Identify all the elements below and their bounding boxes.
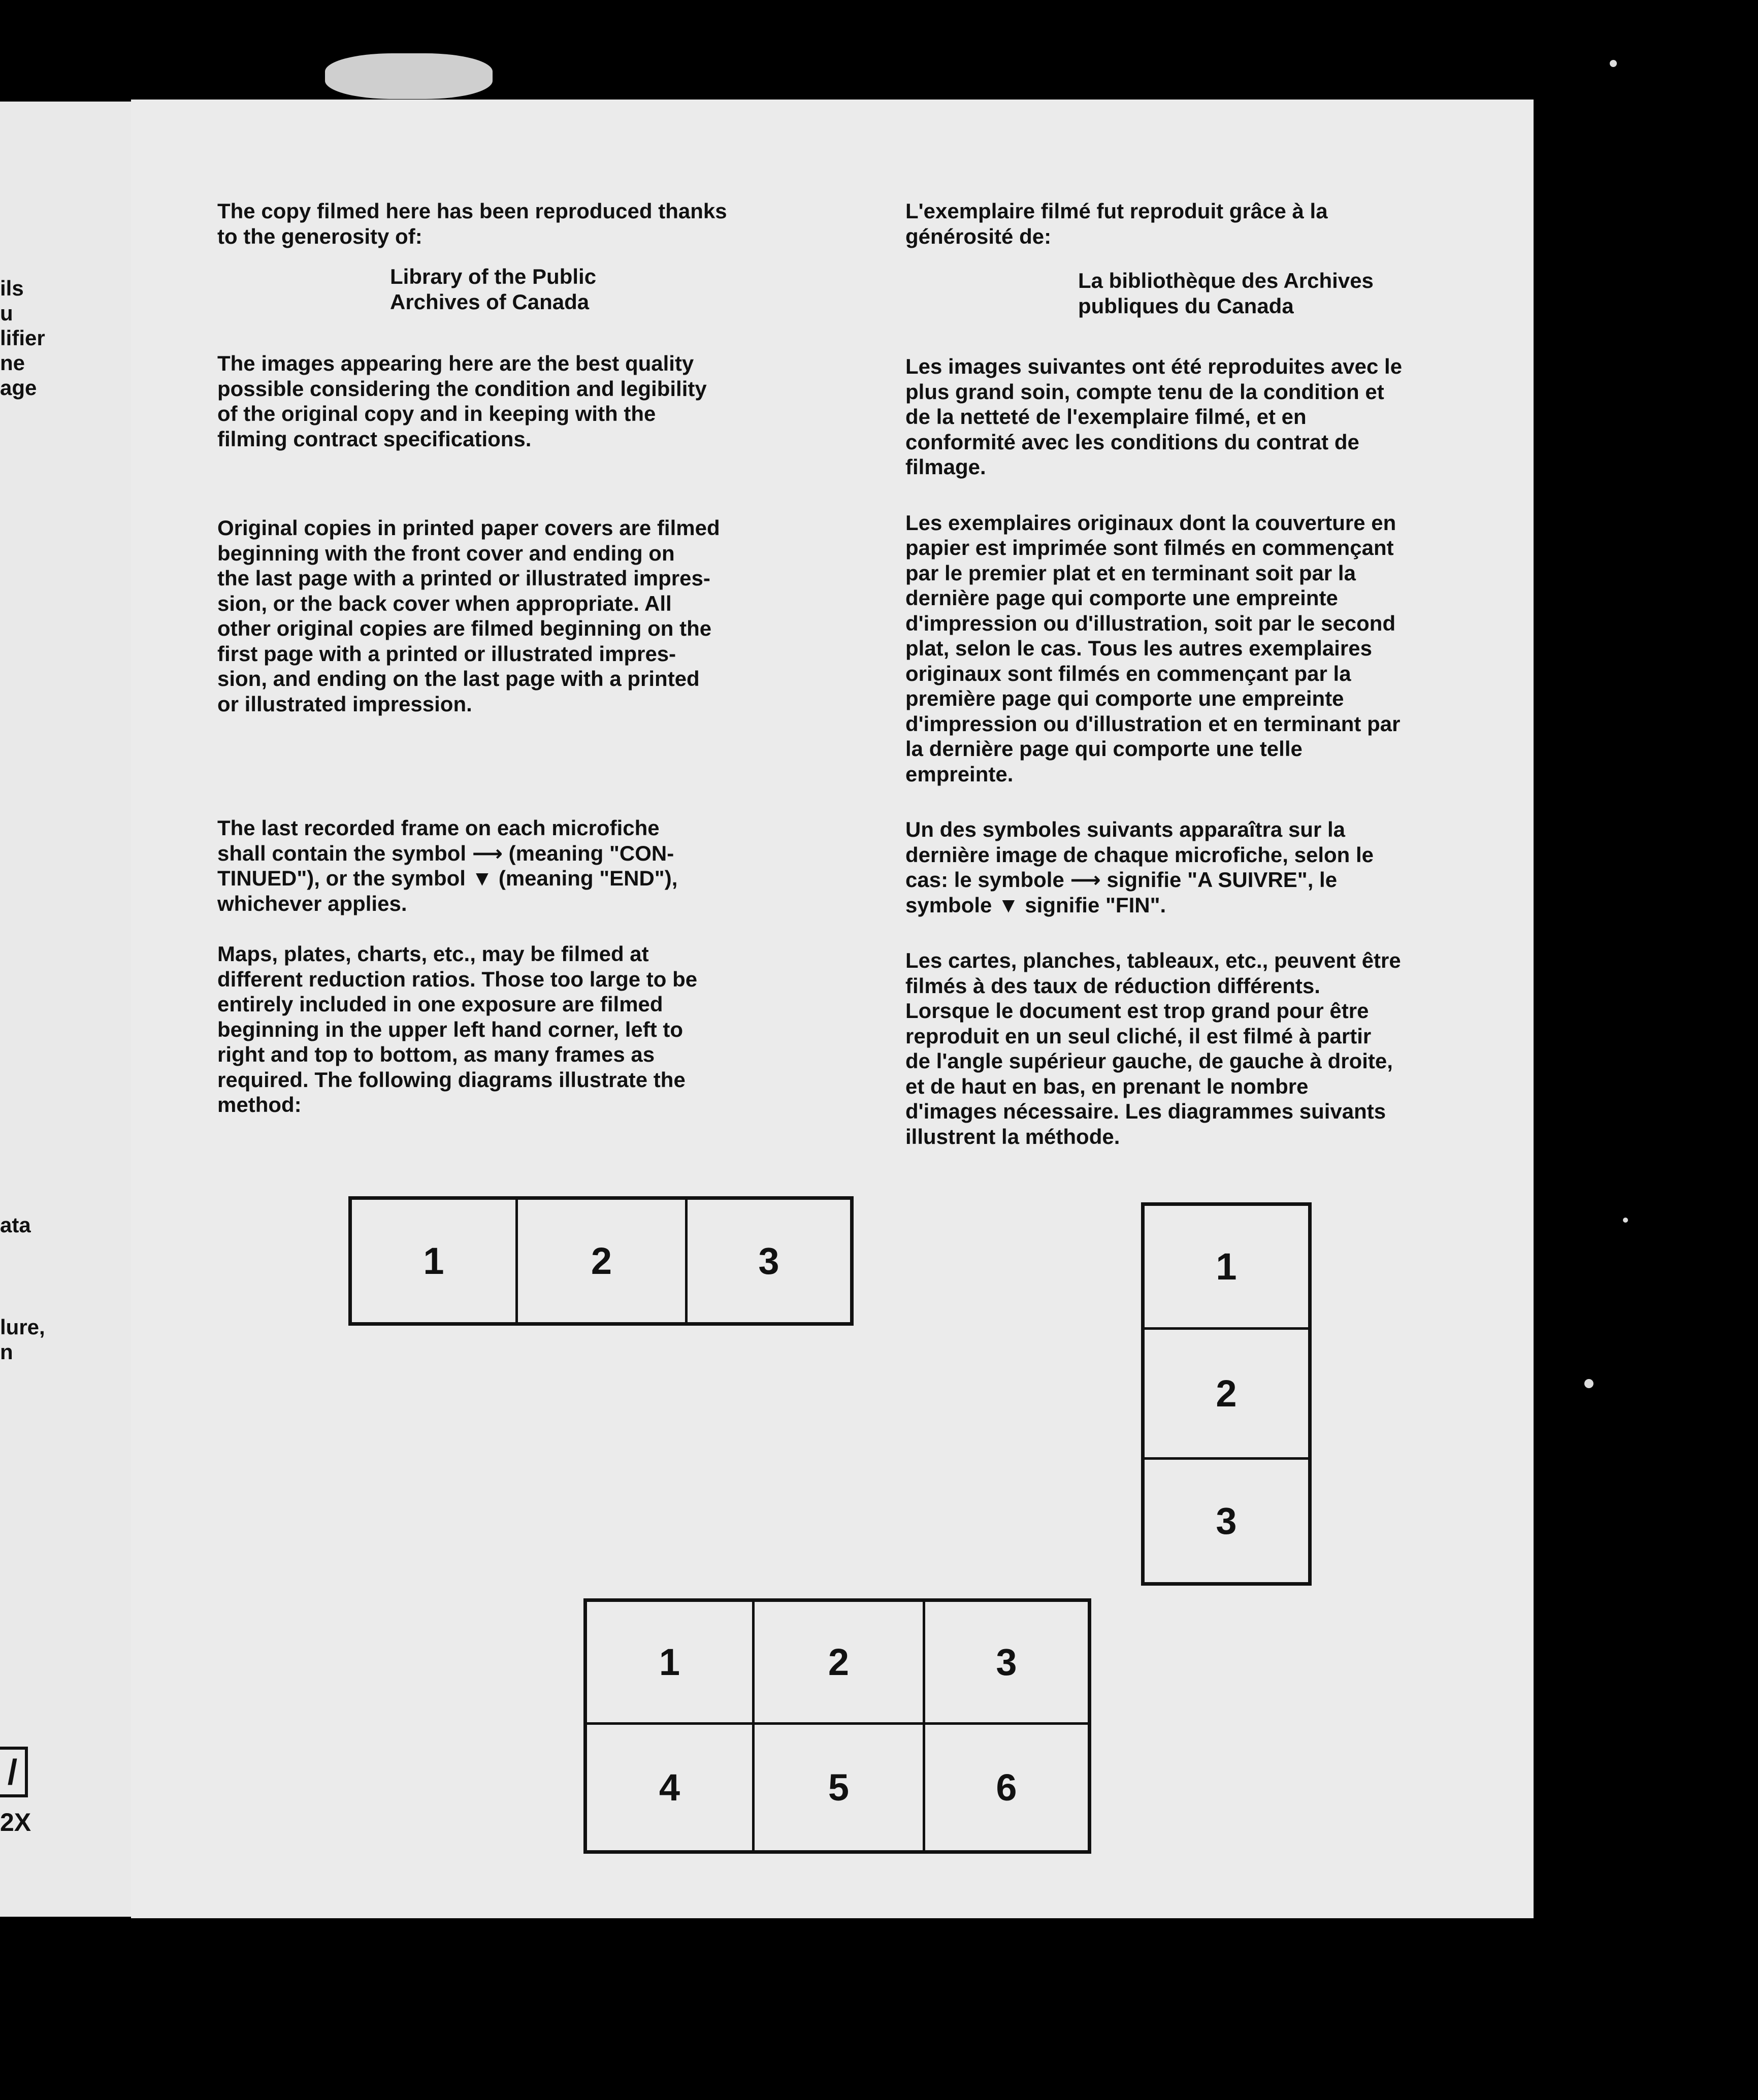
- diagram-cell: 1: [1145, 1206, 1308, 1330]
- diagram-cell: 3: [925, 1602, 1088, 1725]
- fr-original-copies: Les exemplaires originaux dont la couverture en papier est imprimée sont filmés en commençant par le premier plat et en terminant soit par la dernière page qui comporte une empreinte d'impression ou d'illustration, soit par le second plat, selon le cas. Tous les autres exemplaires originaux sont filmés en commençant par la première page qui comporte une empreinte d'impression ou d'illustration et en terminant par la dernière page qui comporte une telle empreinte.: [905, 510, 1401, 786]
- fr-image-quality: Les images suivantes ont été reproduites avec le plus grand soin, compte tenu de la condition et de la netteté de l'exemplaire filmé, et en conformité avec les conditions du contrat de filmage.: [905, 354, 1403, 479]
- diagram-cell: 6: [996, 1766, 1017, 1809]
- english-column: [217, 199, 801, 1118]
- scan-speck: [1623, 1218, 1628, 1223]
- en-symbols: The last recorded frame on each microfiche shall contain the symbol ⟶ (meaning "CON- TINUED"), or the symbol ▼ (meaning "END"), whichever applies.: [217, 816, 678, 915]
- diagram-cell: 2: [1145, 1330, 1308, 1460]
- en-institution: Library of the Public Archives of Canada: [390, 265, 597, 314]
- en-maps-plates: Maps, plates, charts, etc., may be filmed at different reduction ratios. Those too large to be entirely included in one exposure are filmed beginning in the upper left hand corner, left to right and top to bottom, as many frames as required. The following diagrams illustrate the method:: [217, 942, 698, 1117]
- left-fragment-box: /: [0, 1747, 28, 1797]
- french-column: [905, 199, 1494, 1149]
- scan-debris: [325, 53, 493, 99]
- fr-institution: La bibliothèque des Archives publiques du Canada: [1078, 269, 1374, 318]
- diagram-cell: 2: [755, 1602, 925, 1725]
- fr-intro: L'exemplaire filmé fut reproduit grâce à la générosité de:: [905, 199, 1328, 248]
- diagram-grid: [583, 1598, 1091, 1854]
- scan-speck: [1610, 60, 1617, 67]
- left-fragment: 2X: [0, 1808, 31, 1836]
- diagram-horizontal: [348, 1196, 854, 1326]
- diagram-cell: 4: [587, 1725, 755, 1850]
- left-fragment: ata: [0, 1213, 31, 1237]
- left-fragment: lifier: [0, 326, 45, 350]
- en-image-quality: The images appearing here are the best quality possible considering the condition and legibility of the original copy and in keeping with the filming contract specifications.: [217, 351, 707, 451]
- en-original-copies: Original copies in printed paper covers are filmed beginning with the front cover and ending on the last page with a printed or illustrated impres- sion, or the back cover when appropriate. All other original copies are filmed beginning on the first page with a printed or illustrated impres- sion, and ending on the last page with a printed or illustrated impression.: [217, 516, 720, 716]
- fr-symbols: Un des symboles suivants apparaîtra sur la dernière image de chaque microfiche, selon le cas: le symbole ⟶ signifie "A SUIVRE", le symbole ▼ signifie "FIN".: [905, 817, 1374, 917]
- scan-speck: [1584, 1379, 1593, 1388]
- left-fragment: lure,: [0, 1315, 45, 1339]
- en-intro: The copy filmed here has been reproduced thanks to the generosity of:: [217, 199, 727, 248]
- left-fragment: age: [0, 376, 37, 400]
- diagram-cell: 3: [758, 1240, 779, 1282]
- diagram-cell: 1: [587, 1602, 755, 1725]
- diagram-cell: 5: [755, 1725, 925, 1850]
- left-fragment: n: [0, 1340, 13, 1364]
- left-fragment: ne: [0, 351, 25, 375]
- left-fragment: u: [0, 301, 13, 325]
- diagram-cell: 3: [1216, 1500, 1237, 1542]
- diagram-cell: 2: [518, 1200, 688, 1322]
- diagram-vertical: [1141, 1202, 1312, 1586]
- left-fragment: ils: [0, 276, 24, 300]
- filming-notice-page: [131, 100, 1534, 1918]
- fr-maps-plates: Les cartes, planches, tableaux, etc., peuvent être filmés à des taux de réduction différents. Lorsque le document est trop grand pour être reproduit en un seul cliché, il est filmé à partir de l'angle supérieur gauche, de gauche à droite, et de haut en bas, en prenant le nombre d'images nécessaire. Les diagrammes suivants illustrent la méthode.: [905, 948, 1401, 1149]
- diagram-cell: 1: [352, 1200, 518, 1322]
